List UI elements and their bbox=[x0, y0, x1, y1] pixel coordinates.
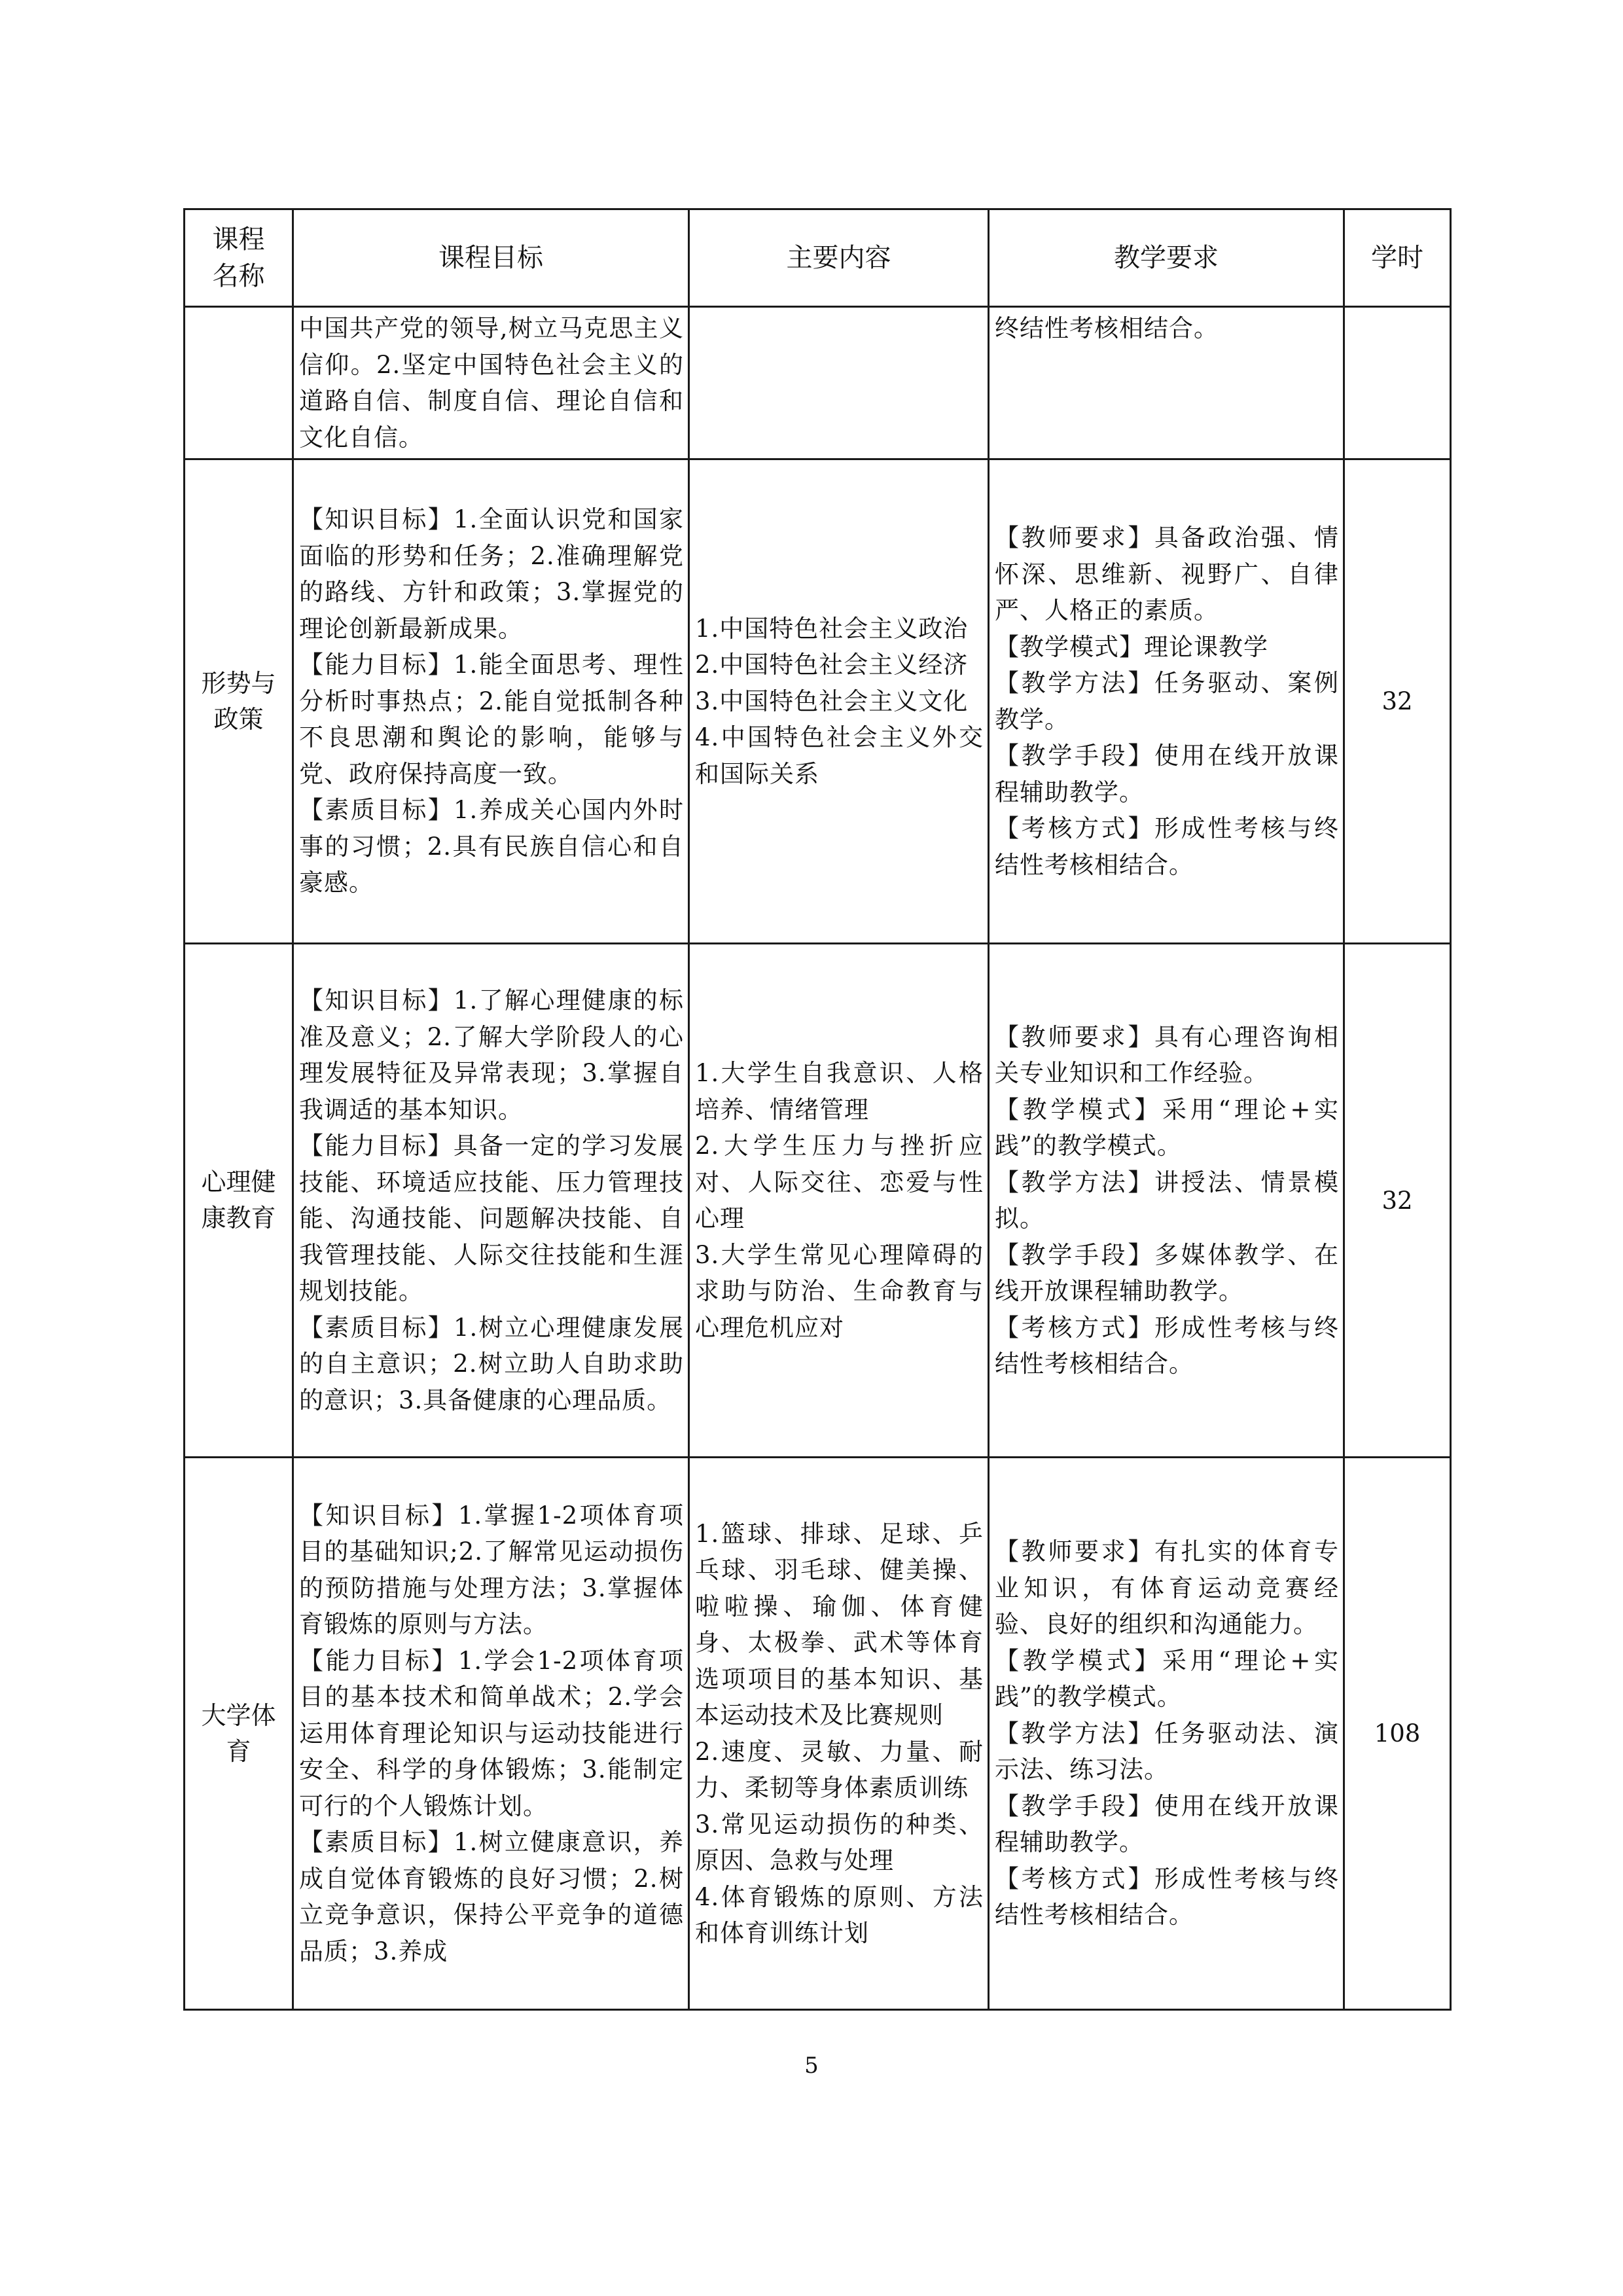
table-header-row bbox=[185, 209, 1451, 307]
course-name-line2: 政策 bbox=[213, 704, 264, 734]
course-name-cell bbox=[185, 459, 293, 944]
course-name-line2: 康教育 bbox=[201, 1204, 276, 1232]
table-row bbox=[185, 944, 1451, 1458]
course-objectives: 【知识目标】1.了解心理健康的标准及意义；2.了解大学阶段人的心理发展特征及异常表现；3.掌握自我调适的基本知识。 【能力目标】具备一定的学习发展技能、环境适应技能、压力管理技能、沟通技能、问题解决技能、自我管理技能、人际交往技能和生涯规划技能。 【素质目标】1.树立心理健康发展的自主意识；2.树立助人自助求助的意识；3.具备健康的心理品质。 bbox=[293, 944, 689, 1458]
continuation-requirements: 终结性考核相结合。 bbox=[989, 307, 1344, 459]
course-requirements: 【教师要求】具备政治强、情怀深、思维新、视野广、自律严、人格正的素质。 【教学模式】理论课教学 【教学方法】任务驱动、案例教学。 【教学手段】使用在线开放课程辅助教学。 【考核方式】形成性考核与终结性考核相结合。 bbox=[989, 459, 1344, 944]
header-hours: 学时 bbox=[1344, 209, 1451, 307]
continuation-name-cell bbox=[185, 307, 293, 459]
course-name-cell bbox=[185, 1458, 293, 2010]
header-content: 主要内容 bbox=[689, 209, 989, 307]
course-content: 1.篮球、排球、足球、乒乓球、羽毛球、健美操、啦啦操、瑜伽、体育健身、太极拳、武术等体育选项项目的基本知识、基本运动技术及比赛规则 2.速度、灵敏、力量、耐力、柔韧等身体素质训练 3.常见运动损伤的种类、原因、急救与处理 4.体育锻炼的原则、方法和体育训练计划 bbox=[689, 1458, 989, 2010]
course-requirements: 【教师要求】具有心理咨询相关专业知识和工作经验。 【教学模式】采用“理论+实践”的教学模式。 【教学方法】讲授法、情景模拟。 【教学手段】多媒体教学、在线开放课程辅助教学。 【考核方式】形成性考核与终结性考核相结合。 bbox=[989, 944, 1344, 1458]
course-name-line1: 心理健 bbox=[201, 1168, 276, 1196]
course-name-line1: 大学体 bbox=[201, 1700, 276, 1730]
header-course-name bbox=[185, 209, 293, 307]
table-row bbox=[185, 459, 1451, 944]
course-objectives: 【知识目标】1.全面认识党和国家面临的形势和任务；2.准确理解党的路线、方针和政策；3.掌握党的理论创新最新成果。 【能力目标】1.能全面思考、理性分析时事热点；2.能自觉抵制各种不良思潮和舆论的影响，能够与党、政府保持高度一致。 【素质目标】1.养成关心国内外时事的习惯；2.具有民族自信心和自豪感。 bbox=[293, 459, 689, 944]
course-table bbox=[183, 208, 1452, 2011]
table-row bbox=[185, 1458, 1451, 2010]
course-hours: 32 bbox=[1344, 459, 1451, 944]
course-name-cell bbox=[185, 944, 293, 1458]
page-number: 5 bbox=[804, 2053, 819, 2079]
header-course-name-line2: 名称 bbox=[212, 261, 265, 291]
table-row-continuation bbox=[185, 307, 1451, 459]
course-name-line2: 育 bbox=[226, 1736, 251, 1766]
course-hours: 32 bbox=[1344, 944, 1451, 1458]
course-requirements: 【教师要求】有扎实的体育专业知识，有体育运动竞赛经验、良好的组织和沟通能力。 【教学模式】采用“理论+实践”的教学模式。 【教学方法】任务驱动法、演示法、练习法。 【教学手段】使用在线开放课程辅助教学。 【考核方式】形成性考核与终结性考核相结合。 bbox=[989, 1458, 1344, 2010]
continuation-hours-cell bbox=[1344, 307, 1451, 459]
continuation-content-cell bbox=[689, 307, 989, 459]
course-hours: 108 bbox=[1344, 1458, 1451, 2010]
header-course-name-line1: 课程 bbox=[212, 224, 265, 255]
header-requirements: 教学要求 bbox=[989, 209, 1344, 307]
continuation-objectives: 中国共产党的领导,树立马克思主义信仰。2.坚定中国特色社会主义的道路自信、制度自信、理论自信和文化自信。 bbox=[293, 307, 689, 459]
course-content: 1.中国特色社会主义政治 2.中国特色社会主义经济 3.中国特色社会主义文化 4.中国特色社会主义外交和国际关系 bbox=[689, 459, 989, 944]
header-objectives: 课程目标 bbox=[293, 209, 689, 307]
course-objectives: 【知识目标】1.掌握1-2项体育项目的基础知识;2.了解常见运动损伤的预防措施与处理方法；3.掌握体育锻炼的原则与方法。 【能力目标】1.学会1-2项体育项目的基本技术和简单战术；2.学会运用体育理论知识与运动技能进行安全、科学的身体锻炼；3.能制定可行的个人锻炼计划。 【素质目标】1.树立健康意识，养成自觉体育锻炼的良好习惯；2.树立竞争意识，保持公平竞争的道德品质；3.养成 bbox=[293, 1458, 689, 2010]
course-content: 1.大学生自我意识、人格培养、情绪管理 2.大学生压力与挫折应对、人际交往、恋爱与性心理 3.大学生常见心理障碍的求助与防治、生命教育与心理危机应对 bbox=[689, 944, 989, 1458]
course-name-line1: 形势与 bbox=[201, 668, 276, 698]
